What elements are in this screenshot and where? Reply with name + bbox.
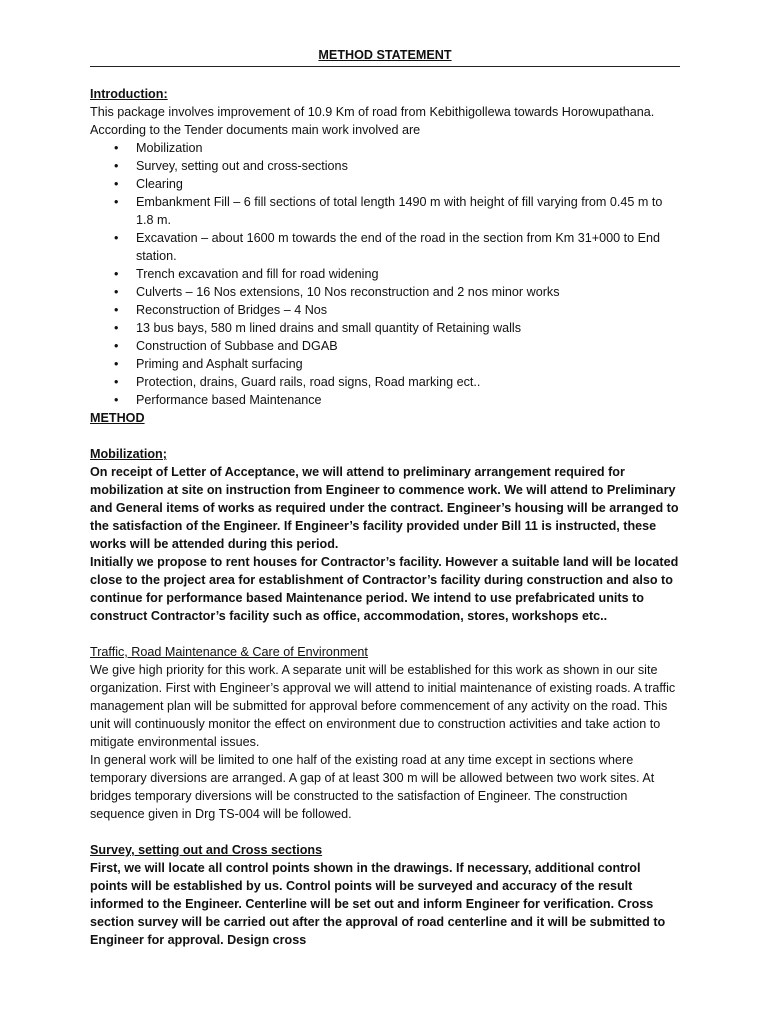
list-item: • Construction of Subbase and DGAB — [114, 337, 680, 355]
list-item: • Reconstruction of Bridges – 4 Nos — [114, 301, 680, 319]
mobilization-paragraph: On receipt of Letter of Acceptance, we will attend to preliminary arrangement required for mobilization at site on instruction from Engineer to commence work. We will attend to Preliminary and General items of works as required under the contract. Engineer’s housing will be arranged to the satisfaction of the Engineer. If Engineer’s facility provided under Bill 11 is instructed, these works will be attended during this period. — [90, 465, 679, 551]
scope-list — [90, 139, 680, 409]
spacer — [90, 823, 680, 841]
introduction-lead: This package involves improvement of 10.9 Km of road from Kebithigollewa towards Horowupathana. According to the Tender documents main work involved are — [90, 105, 655, 137]
list-item: • Trench excavation and fill for road widening — [114, 265, 680, 283]
mobilization-heading: Mobilization; — [90, 447, 167, 461]
traffic-paragraph: We give high priority for this work. A separate unit will be established for this work as shown in our site organization. First with Engineer’s approval we will attend to initial maintenance of existing roads. A traffic management plan will be submitted for approval before commencement of any activity on the road. This unit will continuously monitor the effect on environment due to construction activities and take action to mitigate environmental issues. — [90, 663, 676, 749]
spacer — [90, 67, 680, 85]
list-item: • Protection, drains, Guard rails, road signs, Road marking ect.. — [114, 373, 680, 391]
spacer — [90, 427, 680, 445]
traffic-heading: Traffic, Road Maintenance & Care of Environment — [90, 645, 368, 659]
introduction-section — [90, 85, 680, 427]
survey-section — [90, 841, 680, 949]
document-title: METHOD STATEMENT — [318, 48, 452, 62]
survey-heading: Survey, setting out and Cross sections — [90, 843, 323, 857]
list-item: • Embankment Fill – 6 fill sections of total length 1490 m with height of fill varying from 0.45 m to 1.8 m. — [114, 193, 680, 229]
list-item: • Priming and Asphalt surfacing — [114, 355, 680, 373]
method-label: METHOD — [90, 411, 145, 425]
list-item: • 13 bus bays, 580 m lined drains and small quantity of Retaining walls — [114, 319, 680, 337]
list-item: • Culverts – 16 Nos extensions, 10 Nos reconstruction and 2 nos minor works — [114, 283, 680, 301]
spacer — [90, 625, 680, 643]
traffic-paragraph: In general work will be limited to one half of the existing road at any time except in sections where temporary diversions are arranged. A gap of at least 300 m will be allowed between two work sites. At bridges temporary diversions will be constructed to the satisfaction of Engineer. The construction sequence given in Drg TS-004 will be followed. — [90, 753, 655, 821]
list-item: • Excavation – about 1600 m towards the end of the road in the section from Km 31+000 to End station. — [114, 229, 680, 265]
list-item: • Mobilization — [114, 139, 680, 157]
list-item: • Performance based Maintenance — [114, 391, 680, 409]
mobilization-section — [90, 445, 680, 625]
mobilization-paragraph: Initially we propose to rent houses for Contractor’s facility. However a suitable land will be located close to the project area for establishment of Contractor’s facility during construction and also to continue for performance based Maintenance period. We intend to use prefabricated units to construct Contractor’s facility such as office, accommodation, stores, workshops etc.. — [90, 555, 679, 623]
survey-paragraph: First, we will locate all control points shown in the drawings. If necessary, additional control points will be established by us. Control points will be surveyed and accuracy of the result informed to the Engineer. Centerline will be set out and inform Engineer for verification. Cross section survey will be carried out after the approval of road centerline and it will be submitted to Engineer for approval. Design cross — [90, 861, 666, 947]
list-item: • Clearing — [114, 175, 680, 193]
traffic-section — [90, 643, 680, 823]
introduction-heading: Introduction: — [90, 87, 168, 101]
list-item: • Survey, setting out and cross-sections — [114, 157, 680, 175]
